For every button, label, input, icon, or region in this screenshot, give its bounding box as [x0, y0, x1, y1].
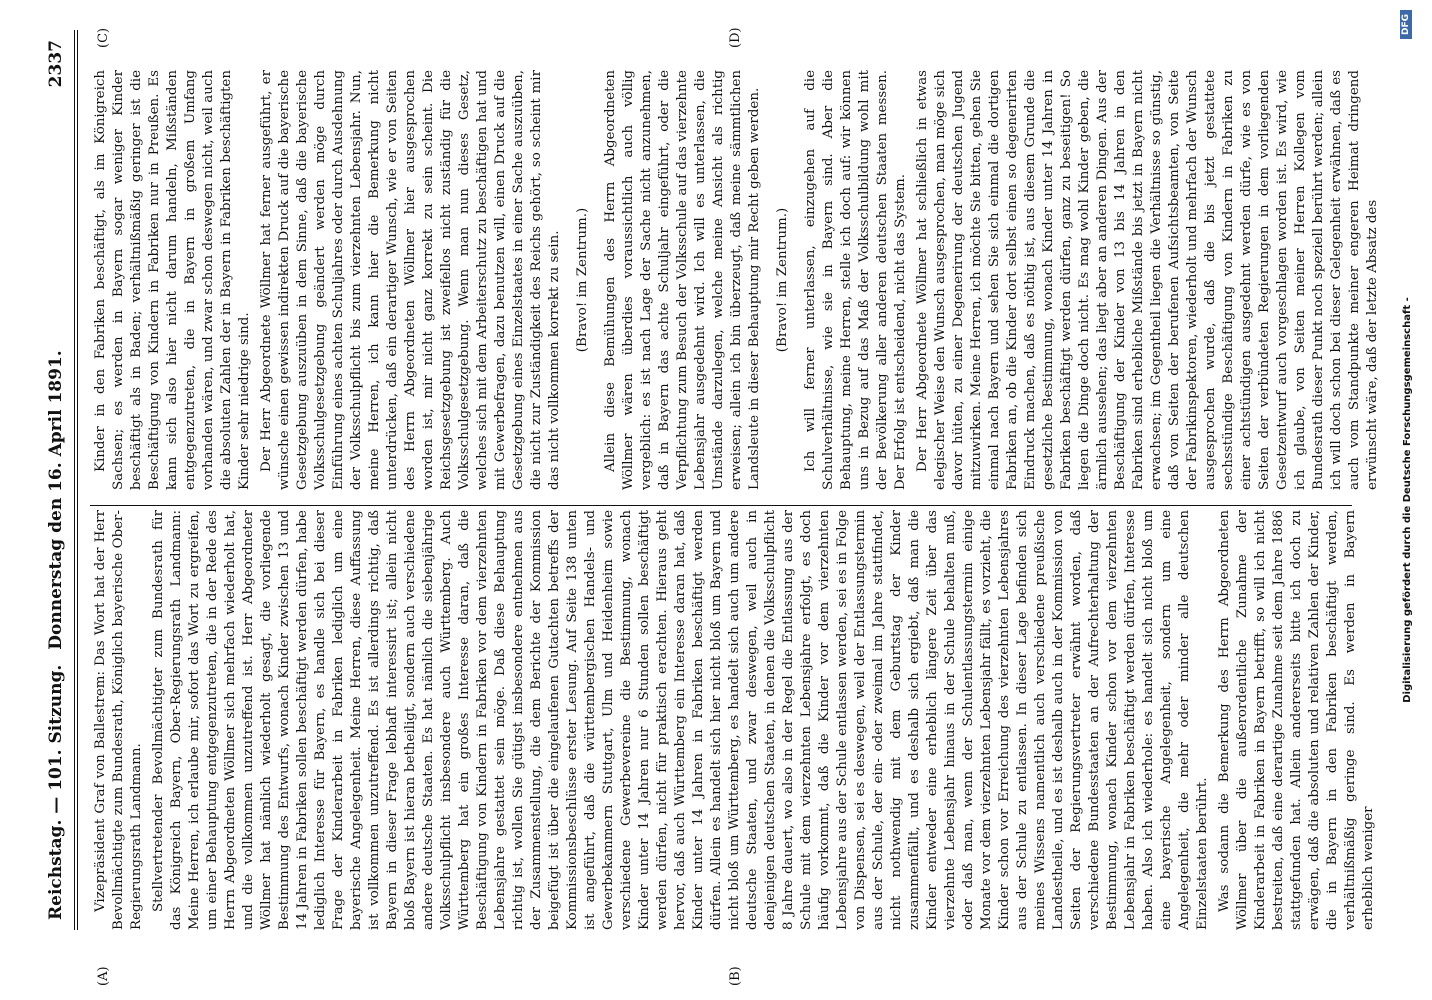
digitization-footer — [1402, 0, 1413, 1000]
marker-d: (D) — [728, 27, 743, 48]
paragraph: Der Herr Abgeordnete Wöllmer hat ferner ausgeführt, er wünsche einen gewissen indirekten Druck auf die bayerische Gesetzgebung auszuüben in dem Sinne, daß die bayerische Volksschulgesetzgebung geändert werden möge durch Einführung eines achten Schuljahres oder durch Ausdehnung der Volksschulpflicht bis zum vierzehnten Lebensjahr. Nun, meine Herren, ich kann hier die Bemerkung nicht unterdrücken, daß ein derartiger Wunsch, wie er von Seiten des Herrn Abgeordneten Wöllmer hier ausgesprochen worden ist, mir nicht ganz korrekt zu sein scheint. Die Reichsgesetzgebung ist zweifellos nicht zuständig für die Volksschulgesetzgebung. Wenn man nun dieses Gesetz, welches sich mit dem Arbeiterschutz zu beschäftigen hat und mit Gewerbefragen, dazu benutzen will, einen Druck auf die Gesetzgebung eines Einzelstaates in einer Sache auszuüben, die nicht zur Zuständigkeit des Reichs gehört, so scheint mir das nicht vollkommen korrekt zu sein. — [259, 70, 562, 490]
paragraph: Vizepräsident Graf von Ballestrem: Das Wort hat der Herr Bevollmächtigte zum Bundesrath, Königlich bayerische Ober-Regierungsrath Landmann. — [93, 510, 144, 930]
paragraph: Was sodann die Bemerkung des Herrn Abgeordneten Wöllmer über die außerordentliche Zunahme der Kinderarbeit in Fabriken in Bayern betrifft, so will ich nicht bestreiten, daß eine derartige Zunahme seit dem Jahre 1886 stattgefunden hat. Allein andererseits bitte ich doch zu erwägen, daß die absoluten und relativen Zahlen der Kinder, die in Bayern in den Fabriken beschäftigt werden, verhältnißmäßig geringe sind. Es werden in Bayern erheblich weniger — [1217, 510, 1376, 930]
paragraph: Ich will ferner unterlassen, einzugehen auf die Schulverhältnisse, wie sie in Bayern sind. Aber die Behauptung, meine Herren, stelle ich doch auf: wir können uns in Bezug auf das Maß der Volksschulbildung wohl mit der Bevölkerung aller anderen deutschen Staaten messen. Der Erfolg ist entscheidend, nicht das System. — [803, 70, 908, 490]
header-date: Donnerstag den 16. April 1891. — [46, 350, 66, 650]
column-left — [92, 510, 1376, 930]
paragraph: Der Herr Abgeordnete Wöllmer hat schließlich in etwas elegischer Weise den Wunsch ausgesprochen, man möge sich davor hüten, zu einer Degenerirung der deutschen Jugend mitzuwirken. Meine Herren, ich möchte Sie bitten, gehen Sie einmal nach Bayern und sehen Sie sich einmal die dortigen Fabriken an, ob die Kinder dort selbst einen so degenerirten Eindruck machen, daß es nöthig ist, aus diesem Grunde die gesetzliche Bestimmung, wonach Kinder unter 14 Jahren in Fabriken beschäftigt werden dürfen, ganz zu beseitigen! So liegen die Dinge doch nicht. Es mag wohl Kinder geben, die ärmlich aussehen; das liegt aber an anderen Dingen. Aus der Beschäftigung der Kinder von 13 bis 14 Jahren in den Fabriken sind erhebliche Mißstände bis jetzt in Bayern nicht erwachsen; im Gegentheil liegen die Verhältnisse so günstig, daß von Seiten der berufenen Aufsichtsbeamten, von Seite der Fabrikinspektoren, wiederholt und mehrfach der Wunsch ausgesprochen wurde, daß die bis jetzt gestattete sechsstündige Beschäftigung von Kindern in Fabriken zu einer achtstündigen ausgedehnt werden dürfe, wie es von Seiten der verbündeten Regierungen in dem vorliegenden Gesetzentwurf auch vorgeschlagen worden ist. Es wird, wie ich glaube, von Seiten meiner Herren Kollegen vom Bundesrath dieser Punkt noch speziell berührt werden; allein ich will doch schon bei dieser Gelegenheit erwähnen, daß es auch vom Standpunkte meiner engeren Heimat dringend erwünscht wäre, daß der letzte Absatz des — [915, 70, 1380, 490]
paragraph: Stellvertretender Bevollmächtigter zum Bundesrath für das Königreich Bayern, Ober-Regierungsrath Landmann: Meine Herren, ich erlaube mir, sofort das Wort zu ergreifen, um einer Behauptung entgegenzutreten, die in der Rede des Herrn Abgeordneten Wöllmer sich mehrfach wiederholt hat, und die vollkommen unzutreffend ist. Herr Abgeordneter Wöllmer hat nämlich wiederholt gesagt, die vorliegende Bestimmung des Entwurfs, wonach Kinder zwischen 13 und 14 Jahren in Fabriken sollen beschäftigt werden dürfen, habe lediglich Interesse für Bayern, es handle sich bei dieser Frage der Kinderarbeit in Fabriken lediglich um eine bayerische Angelegenheit. Meine Herren, diese Auffassung ist vollkommen unzutreffend. Es ist allerdings richtig, daß Bayern in dieser Frage lebhaft interessirt ist; allein nicht bloß Bayern ist hieran betheiligt, sondern auch verschiedene andere deutsche Staaten. Es hat nämlich die siebenjährige Volksschulpflicht insbesondere auch Württemberg. Auch Württemberg hat ein großes Interesse daran, daß die Beschäftigung von Kindern in Fabriken vor dem vierzehnten Lebensjahre gestattet sein möge. Daß diese Behauptung richtig ist, wollen Sie gütigst insbesondere entnehmen aus der Zusammenstellung, die dem Berichte der Kommission beigefügt ist über die eingelaufenen Gutachten betreffs der Kommissionsbeschlüsse erster Lesung. Auf Seite 138 unten ist angeführt, daß die württembergischen Handels- und Gewerbekammern Stuttgart, Ulm und Heidenheim sowie verschiedene Gewerbevereine die Bestimmung, wonach Kinder unter 14 Jahren nur 6 Stunden sollen beschäftigt werden dürfen, nicht für praktisch erachten. Hieraus geht hervor, daß auch Württemberg ein Interesse daran hat, daß Kinder unter 14 Jahren in Fabriken beschäftigt werden dürfen. Allein es handelt sich hier nicht bloß um Bayern und nicht bloß um Württemberg, es handelt sich auch um andere deutsche Staaten, und zwar deswegen, weil auch in denjenigen deutschen Staaten, in denen die Volksschulpflicht 8 Jahre dauert, wo also in der Regel die Entlassung aus der Schule mit dem vierzehnten Lebensjahre erfolgt, es doch häufig vorkommt, daß die Kinder vor dem vierzehnten Lebensjahre aus der Schule entlassen werden, sei es in Folge von Dispensen, sei es deswegen, weil der Entlassungstermin aus der Schule, der ein- oder zweimal im Jahre stattfindet, nicht nothwendig mit dem Geburtstag der Kinder zusammenfällt, und es deshalb sich ergiebt, daß man die Kinder entweder eine erheblich längere Zeit über das vierzehnte Lebensjahr hinaus in der Schule behalten muß, oder daß man, wenn der Schulentlassungstermin einige Monate vor dem vierzehnten Lebensjahr fällt, es vorzieht, die Kinder schon vor Erreichung des vierzehnten Lebensjahres aus der Schule zu entlassen. In dieser Lage befinden sich meines Wissens namentlich auch verschiedene preußische Landestheile, und es ist deshalb auch in der Kommission von Seiten der Regierungsvertreter erwähnt worden, daß verschiedene Bundesstaaten an der Aufrechterhaltung der Bestimmung, wonach Kinder schon vor dem vierzehnten Lebensjahr in Fabriken beschäftigt werden dürfen, Interesse haben. Also ich wiederhole: es handelt sich nicht bloß um eine bayerische Angelegenheit, sondern um eine Angelegenheit, die mehr oder minder alle deutschen Einzelstaaten berührt. — [151, 510, 1210, 930]
column-divider — [90, 505, 1352, 506]
column-right — [92, 70, 1380, 490]
interjection: (Bravo! im Zentrum.) — [775, 207, 790, 353]
marker-a: (A) — [96, 966, 111, 986]
marker-b: (B) — [728, 966, 743, 986]
header-session: Reichstag. — 101. Sitzung. — [46, 664, 66, 920]
page-header — [40, 30, 80, 970]
paragraph: Allein diese Bemühungen des Herrn Abgeordneten Wöllmer wären überdies voraussichtlich auch völlig vergeblich: es ist nach Lage der Sache nicht anzunehmen, daß in Bayern das achte Schuljahr eingeführt, oder die Verpflichtung zum Besuch der Volksschule auf das vierzehnte Lebensjahr ausgedehnt wird. Ich will es unterlassen, die Umstände darzulegen, welche meine Ansicht als richtig erweisen; allein ich bin überzeugt, daß meine sämmtlichen Landsleute in dieser Behauptung mir Recht geben werden. — [603, 70, 762, 490]
header-rule-double — [77, 30, 78, 930]
interjection: (Bravo! im Zentrum.) — [575, 207, 590, 353]
page-number: 2337 — [46, 40, 66, 88]
dfg-logo: DFG — [1400, 10, 1412, 39]
footer-text: Digitalisierung gefördert durch die Deutsche Forschungsgemeinschaft - — [1402, 297, 1413, 703]
paragraph: Kinder in den Fabriken beschäftigt, als im Königreich Sachsen; es werden in Bayern sogar weniger Kinder beschäftigt als in Baden; verhältnißmäßig geringer ist die Beschäftigung von Kindern in Fabriken nur in Preußen. Es kann sich also hier nicht darum handeln, Mißständen entgegenzutreten, die in Bayern in großem Umfang vorhanden wären, und zwar schon deswegen nicht, weil auch die absoluten Zahlen der in Bayern in Fabriken beschäftigten Kinder sehr niedrige sind. — [93, 70, 252, 490]
marker-c: (C) — [96, 27, 111, 48]
header-rule — [74, 30, 75, 930]
